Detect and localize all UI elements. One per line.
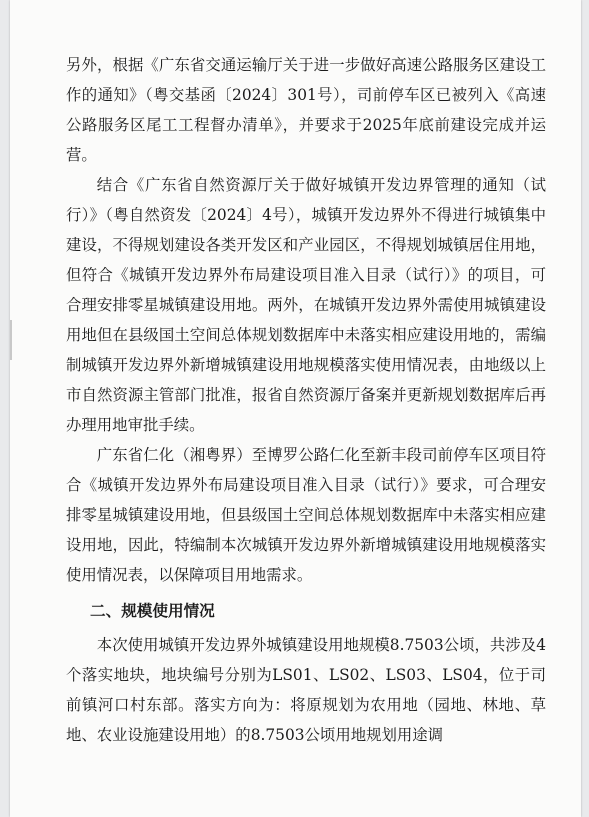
- paragraph-scale-usage: 本次使用城镇开发边界外城镇建设用地规模8.7503公顷，共涉及4个落实地块，地块编号分别为LS01、LS02、LS03、LS04，位于司前镇河口村东部。落实方向为：将原规划为农用地（园地、林地、草地、农业设施建设用地）的8.7503公顷用地规划用途调: [66, 636, 546, 744]
- paragraph-intro: 另外，根据《广东省交通运输厅关于进一步做好高速公路服务区建设工作的通知》（粤交基函〔2024〕301号），司前停车区已被列入《高速公路服务区尾工工程督办清单》，并要求于2025年底前建设完成并运营。: [66, 56, 546, 164]
- document-page: [10, 0, 581, 817]
- document-body: [66, 50, 546, 750]
- section-heading: 二、规模使用情况: [90, 602, 215, 620]
- paragraph-boundary-policy: 结合《广东省自然资源厅关于做好城镇开发边界管理的通知（试行）》（粤自然资发〔2024〕4号），城镇开发边界外不得进行城镇集中建设，不得规划建设各类开发区和产业园区，不得规划城镇居住用地，但符合《城镇开发边界外布局建设项目准入目录（试行）》的项目，可合理安排零星城镇建设用地。两外，在城镇开发边界外需使用城镇建设用地但在县级国土空间总体规划数据库中未落实相应建设用地的，需编制城镇开发边界外新增城镇建设用地规模落实使用情况表，由地级以上市自然资源主管部门批准，报省自然资源厅备案并更新规划数据库后再办理用地审批手续。: [66, 176, 546, 434]
- scan-edge-mark: [10, 320, 12, 360]
- paragraph-project-compliance: 广东省仁化（湘粤界）至博罗公路仁化至新丰段司前停车区项目符合《城镇开发边界外布局建设项目准入目录（试行）》要求，可合理安排零星城镇建设用地，但县级国土空间总体规划数据库中未落实相应建设用地，因此，特编制本次城镇开发边界外新增城镇建设用地规模落实使用情况表，以保障项目用地需求。: [66, 446, 546, 584]
